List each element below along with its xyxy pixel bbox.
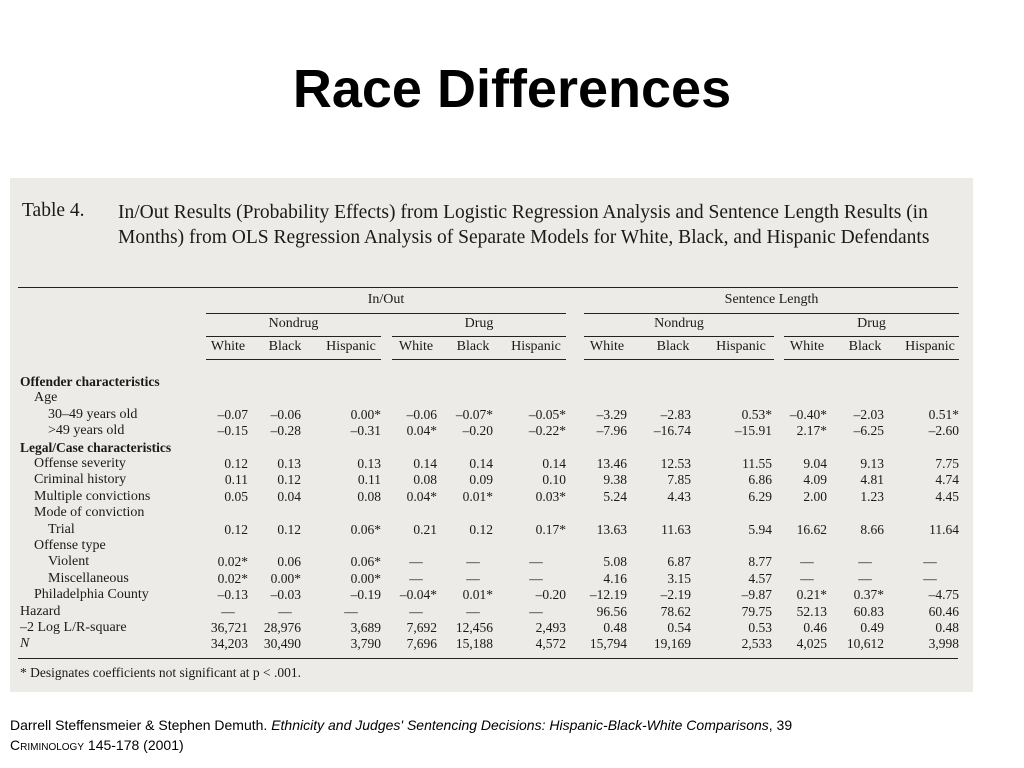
table-cell: 2,493 [535,620,566,635]
table-cell: 11.64 [929,521,959,537]
table-cell: 0.00* [270,570,301,586]
table-cell: –2.83 [660,406,691,422]
table-cell: 13.63 [596,521,627,537]
table-cell: –0.15 [217,423,248,439]
column-header: White [789,339,825,354]
table-cell: 0.08 [357,488,381,504]
row-label: Legal/Case characteristics [20,439,172,455]
table-cell: –0.13 [217,587,248,603]
table-row [10,554,973,570]
table-cell: — [278,603,292,619]
table-cell: 3.15 [667,570,691,586]
table-row [10,604,973,620]
table-cell: 3,790 [350,636,381,652]
table-cell: 0.12 [224,456,248,471]
table-cell: 0.04 [277,488,301,504]
table-cell: 0.12 [277,521,301,537]
row-label: 30–49 years old [48,406,138,422]
table-cell: 12,456 [455,620,493,635]
table-cell: 10,612 [846,636,884,652]
table-cell: — [409,554,423,570]
table-cell: –0.28 [270,423,301,439]
subgroup-sentence-nondrug: Nondrug [654,316,704,331]
table-cell: –0.31 [350,423,381,439]
subgroup-rule-3 [584,336,774,337]
table-cell: –0.07* [455,406,493,422]
top-rule [18,287,958,288]
subgroup-in-out-drug: Drug [464,316,494,331]
table-cell: 7,696 [406,636,437,652]
table-cell: 7.75 [935,456,959,471]
subgroup-in-out-nondrug: Nondrug [268,316,319,331]
table-cell: 79.75 [741,603,772,619]
table-cell: –9.87 [741,587,772,603]
table-row [10,472,973,488]
table-row [10,522,973,538]
table-row [10,489,973,505]
table-cell: 0.12 [469,521,493,537]
table-cell: –0.06 [270,406,301,422]
table-cell: — [800,570,814,586]
table-cell: –0.20 [535,587,566,603]
table-cell: 6.29 [748,488,772,504]
table-cell: 4,025 [796,636,827,652]
column-rule-4 [784,359,959,360]
table-cell: 2,533 [741,636,772,652]
table-cell: 28,976 [263,620,301,635]
table-row [10,440,973,456]
table-cell: 0.14 [542,456,566,471]
row-label: Philadelphia County [34,587,149,603]
row-label: Offense severity [34,456,126,471]
column-rule-1 [206,359,381,360]
table-cell: — [529,554,543,570]
column-header: Black [456,339,490,354]
column-header: Black [848,339,882,354]
citation-authors: Darrell Steffensmeier & Stephen Demuth. [10,717,272,733]
column-header: Hispanic [511,339,561,354]
table-row [10,423,973,439]
table-row [10,407,973,423]
column-header: Hispanic [716,339,766,354]
table-cell: 7.85 [667,472,691,488]
table-cell: 9.04 [803,456,827,471]
table-cell: — [529,570,543,586]
subgroup-sentence-drug: Drug [857,316,886,331]
table-cell: 0.51* [928,406,959,422]
row-label: Mode of conviction [34,505,145,521]
table-row [10,538,973,554]
table-cell: — [344,603,358,619]
table-cell: 0.04* [406,488,437,504]
table-cell: 8.77 [748,554,772,570]
table-cell: 0.13 [357,456,381,471]
table-cell: 0.01* [462,488,493,504]
table-cell: 0.13 [277,456,301,471]
table-cell: 60.83 [853,603,884,619]
table-cell: –0.04* [399,587,437,603]
row-label: Offense type [34,538,106,553]
row-label: Criminal history [34,472,127,488]
table-cell: –7.96 [596,423,627,439]
table-cell: — [409,570,423,586]
citation-journal: Criminology [10,737,85,753]
table-cell: 0.21 [413,521,437,537]
table-cell: — [529,603,543,619]
table-row [10,505,973,521]
table-cell: 0.00* [350,570,381,586]
column-header: White [210,339,246,354]
column-header: Hispanic [905,339,955,354]
row-label: Offender characteristics [20,374,160,389]
table-cell: –2.60 [928,423,959,439]
table-cell: 8.66 [860,521,884,537]
table-cell: 4.81 [860,472,884,488]
column-rule-2 [392,359,566,360]
table-scan [10,178,973,692]
table-cell: –0.20 [462,423,493,439]
table-cell: 2.17* [796,423,827,439]
table-cell: 11.55 [742,456,772,471]
table-cell: 52.13 [796,603,827,619]
citation-pages: 145-178 (2001) [84,737,184,753]
table-cell: 78.62 [660,603,691,619]
table-cell: 4,572 [535,636,566,652]
column-header: Black [268,339,302,354]
table-cell: 6.86 [748,472,772,488]
table-cell: 0.09 [469,472,493,488]
row-label: –2 Log L/R-square [20,620,127,635]
table-cell: 12.53 [660,456,691,471]
citation-title: Ethnicity and Judges' Sentencing Decisions: Hispanic-Black-White Comparisons [271,717,769,733]
table-cell: — [800,554,814,570]
citation [10,715,1000,755]
row-label: N [20,636,30,652]
column-header: White [589,339,625,354]
table-cell: 0.02* [217,570,248,586]
table-cell: 0.11 [224,472,248,488]
subgroup-rule-2 [392,336,566,337]
table-cell: 0.08 [413,472,437,488]
table-caption: In/Out Results (Probability Effects) from Logistic Regression Analysis and Sentence Length Results (in Months) from OLS Regression Analysis of Separate Models for White, Black, and Hispanic Defendants [118,202,930,248]
table-cell: 0.04* [406,423,437,439]
table-cell: 2.00 [803,488,827,504]
table-cell: 0.02* [217,554,248,570]
table-cell: –0.06 [406,406,437,422]
table-cell: –0.05* [528,406,566,422]
table-cell: –0.22* [528,423,566,439]
table-cell: 4.16 [603,570,627,586]
table-cell: — [923,570,937,586]
table-cell: 0.21* [796,587,827,603]
table-cell: 15,794 [589,636,627,652]
table-cell: 0.11 [357,472,381,488]
table-cell: 4.57 [748,570,772,586]
table-cell: 0.37* [853,587,884,603]
table-row [10,636,973,652]
table-cell: –3.29 [596,406,627,422]
table-cell: –4.75 [928,587,959,603]
table-cell: 0.12 [277,472,301,488]
table-cell: 3,689 [350,620,381,635]
table-cell: 13.46 [596,456,627,471]
table-cell: –12.19 [589,587,627,603]
table-cell: –2.03 [853,406,884,422]
table-cell: 5.24 [603,488,627,504]
table-cell: 0.53 [748,620,772,635]
row-label: Violent [48,554,90,570]
table-cell: –2.19 [660,587,691,603]
group-header-in-out: In/Out [367,292,405,307]
table-cell: 0.49 [860,620,884,635]
table-cell: 0.54 [667,620,691,635]
table-cell: –16.74 [653,423,691,439]
table-cell: 9.13 [860,456,884,471]
table-cell: 6.87 [667,554,691,570]
table-cell: 4.09 [803,472,827,488]
table-cell: 0.14 [413,456,437,471]
table-cell: 0.06 [277,554,301,570]
table-cell: 11.63 [661,521,691,537]
column-header: Hispanic [326,339,376,354]
table-cell: 4.45 [935,488,959,504]
row-label: Multiple convictions [34,488,151,504]
slide-title: Race Differences [292,59,732,119]
table-cell: –0.03 [270,587,301,603]
table-row [10,587,973,603]
table-footnote: * Designates coefficients not significant at p < .001. [20,665,302,680]
table-cell: 16.62 [796,521,827,537]
table-cell: 7,692 [406,620,437,635]
table-cell: 3,998 [928,636,959,652]
subgroup-rule-1 [206,336,381,337]
table-row [10,456,973,472]
table-cell: 60.46 [928,603,959,619]
bottom-rule [18,658,958,659]
table-row [10,390,973,406]
table-cell: 0.10 [542,472,566,488]
table-cell: 96.56 [596,603,627,619]
table-cell: — [923,554,937,570]
table-cell: 0.06* [350,521,381,537]
table-cell: –6.25 [853,423,884,439]
table-cell: 0.05 [224,488,248,504]
table-cell: 0.03* [535,488,566,504]
table-cell: –0.19 [350,587,381,603]
group-rule-in-out [206,313,566,314]
table-cell: 9.38 [603,472,627,488]
row-label: Trial [48,521,75,537]
table-cell: — [466,603,480,619]
column-header: Black [656,339,690,354]
subgroup-rule-4 [784,336,959,337]
table-cell: –0.07 [217,406,248,422]
table-cell: — [409,603,423,619]
row-label: Age [34,390,58,406]
table-cell: –0.40* [789,406,827,422]
table-cell: — [221,603,235,619]
table-cell: 0.14 [469,456,493,471]
table-cell: 0.48 [935,620,959,635]
group-header-sentence-length: Sentence Length [724,292,819,307]
column-header: White [398,339,434,354]
table-cell: 0.48 [603,620,627,635]
table-cell: 34,203 [210,636,248,652]
table-cell: –15.91 [734,423,772,439]
table-cell: 1.23 [860,488,884,504]
table-cell: 0.12 [224,521,248,537]
table-cell: — [858,554,872,570]
table-cell: 19,169 [653,636,691,652]
table-cell: 0.06* [350,554,381,570]
table-cell: — [858,570,872,586]
table-cell: 30,490 [263,636,301,652]
table-label: Table 4. [22,200,85,221]
row-label: >49 years old [48,423,125,439]
table-cell: 0.00* [350,406,381,422]
table-cell: 15,188 [455,636,493,652]
table-cell: 5.94 [748,521,772,537]
table-row [10,374,973,390]
table-cell: 0.53* [741,406,772,422]
table-cell: 0.01* [462,587,493,603]
table-cell: 4.43 [667,488,691,504]
group-rule-sentence-length [584,313,959,314]
row-label: Miscellaneous [48,570,129,586]
table-cell: 36,721 [210,620,248,635]
table-cell: 0.46 [803,620,827,635]
row-label: Hazard [20,603,61,619]
table-cell: 5.08 [603,554,627,570]
table-cell: — [466,570,480,586]
table-cell: 0.17* [535,521,566,537]
table-cell: 4.74 [935,472,959,488]
citation-volume: , 39 [768,717,793,733]
table-row [10,620,973,636]
column-rule-3 [584,359,774,360]
table-cell: — [466,554,480,570]
table-row [10,571,973,587]
